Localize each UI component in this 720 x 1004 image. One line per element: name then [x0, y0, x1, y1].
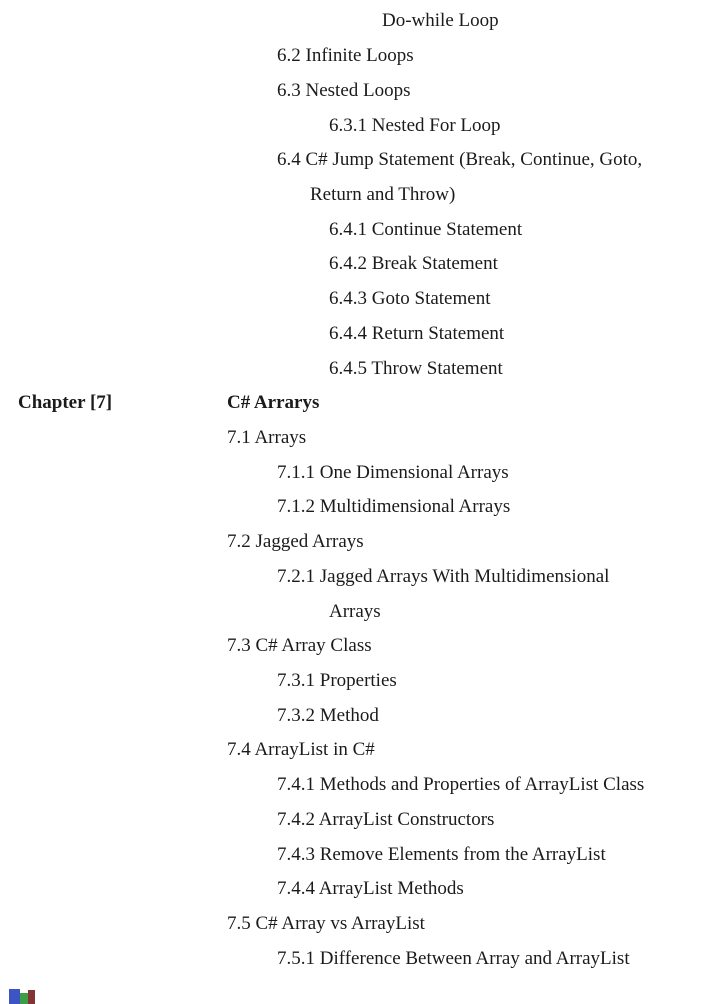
toc-entry-text: C# Arrarys — [227, 392, 320, 414]
toc-entry-text: 7.3 C# Array Class — [227, 635, 372, 657]
toc-entry-text: Do-while Loop — [382, 10, 499, 32]
chapter-label: Chapter [7] — [18, 392, 113, 414]
toc-entry — [0, 872, 720, 907]
toc-entry-text: 7.4 ArrayList in C# — [227, 739, 375, 761]
corner-image-fragment — [9, 989, 35, 1004]
toc-entry-text: 6.2 Infinite Loops — [277, 45, 414, 67]
toc-entry-text: 6.4.1 Continue Statement — [329, 218, 523, 240]
toc-entry — [0, 178, 720, 213]
toc-entry-text: 6.4.4 Return Statement — [329, 322, 505, 344]
toc-entry — [0, 907, 720, 942]
toc-entry — [0, 941, 720, 976]
toc-entry-text: 6.3.1 Nested For Loop — [329, 114, 501, 136]
toc-entry-text: 6.3 Nested Loops — [277, 79, 411, 101]
toc-entry-text: Arrays — [329, 600, 381, 622]
toc-entry — [0, 490, 720, 525]
toc-entry-text: 6.4.3 Goto Statement — [329, 288, 491, 310]
table-of-contents — [0, 4, 720, 976]
toc-entry — [0, 629, 720, 664]
toc-entry — [0, 733, 720, 768]
toc-entry — [0, 4, 720, 39]
toc-entry — [0, 421, 720, 456]
toc-entry-text: 7.4.2 ArrayList Constructors — [277, 808, 495, 830]
toc-entry — [0, 560, 720, 595]
toc-entry — [0, 768, 720, 803]
fragment-color-block — [9, 989, 20, 1004]
toc-entry — [0, 212, 720, 247]
toc-entry-text: 7.1 Arrays — [227, 426, 307, 448]
toc-entry — [0, 316, 720, 351]
toc-entry-text: 7.1.2 Multidimensional Arrays — [277, 496, 511, 518]
toc-entry-text: 7.5.1 Difference Between Array and ArrayList — [277, 947, 630, 969]
toc-entry — [0, 837, 720, 872]
toc-entry-text: 6.4.5 Throw Statement — [329, 357, 503, 379]
toc-entry — [0, 525, 720, 560]
fragment-color-block — [20, 993, 28, 1004]
toc-entry — [0, 247, 720, 282]
toc-entry — [0, 108, 720, 143]
toc-entry-text: 7.3.1 Properties — [277, 670, 397, 692]
toc-entry — [0, 73, 720, 108]
toc-entry-text: 7.1.1 One Dimensional Arrays — [277, 461, 509, 483]
toc-entry-text: 7.4.4 ArrayList Methods — [277, 878, 464, 900]
toc-entry-text: Return and Throw) — [310, 183, 456, 205]
toc-entry — [0, 803, 720, 838]
toc-entry-text: 7.5 C# Array vs ArrayList — [227, 913, 425, 935]
fragment-color-block — [28, 990, 35, 1004]
toc-entry — [0, 664, 720, 699]
toc-entry — [0, 386, 720, 421]
toc-entry — [0, 698, 720, 733]
toc-entry-text: 6.4.2 Break Statement — [329, 253, 498, 275]
toc-entry — [0, 351, 720, 386]
toc-entry-text: 7.2.1 Jagged Arrays With Multidimensional — [277, 565, 610, 587]
toc-entry — [0, 143, 720, 178]
toc-entry-text: 6.4 C# Jump Statement (Break, Continue, Goto, — [277, 149, 643, 171]
toc-entry-text: 7.4.3 Remove Elements from the ArrayList — [277, 843, 606, 865]
toc-entry-text: 7.3.2 Method — [277, 704, 379, 726]
toc-entry-text: 7.4.1 Methods and Properties of ArrayList Class — [277, 774, 645, 796]
toc-entry — [0, 282, 720, 317]
toc-entry — [0, 39, 720, 74]
toc-entry — [0, 455, 720, 490]
toc-entry-text: 7.2 Jagged Arrays — [227, 531, 364, 553]
toc-entry — [0, 594, 720, 629]
